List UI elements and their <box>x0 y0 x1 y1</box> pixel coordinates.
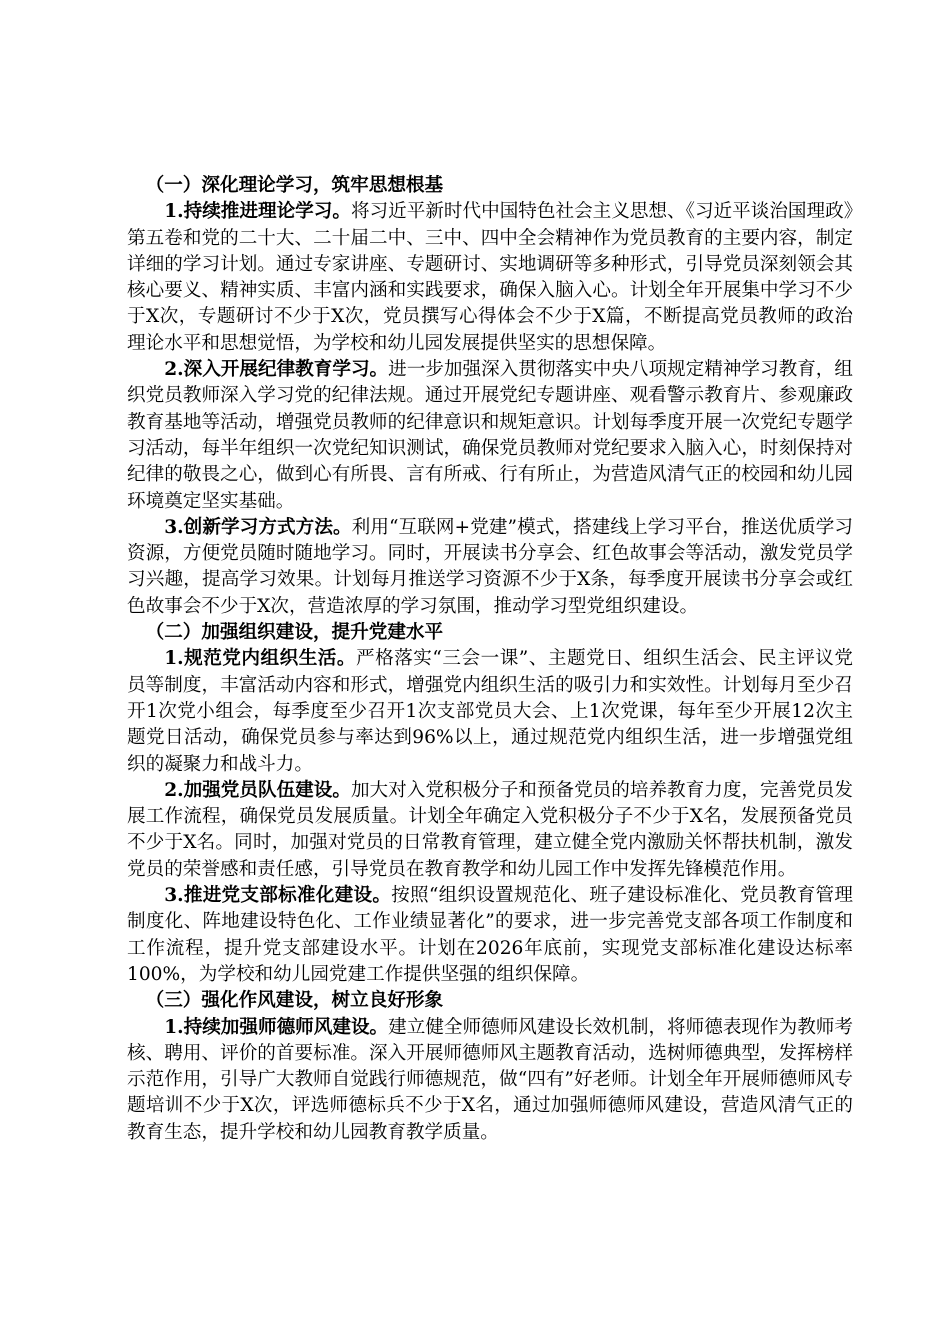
paragraph-lead: 3.创新学习方式方法。 <box>164 516 352 538</box>
paragraph-lead: 2.深入开展纪律教育学习。 <box>164 359 389 381</box>
paragraph <box>127 357 853 515</box>
paragraph-body: 严格落实“三会一课”、主题党日、组织生活会、民主评议党员等制度，丰富活动内容和形式，增强党内组织生活的吸引力和实效性。计划每月至少召开1次党小组会，每季度至少召开1次支部党员大会、上1次党课，每年至少开展12次主题党日活动，确保党员参与率达到96%以上，通过规范党内组织生活，进一步增强党组织的凝聚力和战斗力。 <box>127 648 853 775</box>
paragraph-body: 建立健全师德师风建设长效机制，将师德表现作为教师考核、聘用、评价的首要标准。深入开展师德师风主题教育活动，选树师德典型，发挥榜样示范作用，引导广大教师自觉践行师德规范，做“四有”好老师。计划全年开展师德师风专题培训不少于X次，评选师德标兵不少于X名，通过加强师德师风建设，营造风清气正的教育生态，提升学校和幼儿园教育教学质量。 <box>127 1016 853 1143</box>
section-heading: （二）加强组织建设，提升党建水平 <box>145 622 444 644</box>
paragraph-body: 加大对入党积极分子和预备党员的培养教育力度，完善党员发展工作流程，确保党员发展质量。计划全年确定入党积极分子不少于X名，发展预备党员不少于X名。同时，加强对党员的日常教育管理，建立健全党内激励关怀帮扶机制，激发党员的荣誉感和责任感，引导党员在教育教学和幼儿园工作中发挥先锋模范作用。 <box>127 779 853 880</box>
paragraph <box>127 883 853 988</box>
paragraph-body: 利用“互联网+党建”模式，搭建线上学习平台，推送优质学习资源，方便党员随时随地学习。同时，开展读书分享会、红色故事会等活动，激发党员学习兴趣，提高学习效果。计划每月推送学习资源不少于X条，每季度开展读书分享会或红色故事会不少于X次，营造浓厚的学习氛围，推动学习型党组织建设。 <box>127 516 853 617</box>
paragraph-lead: 1.规范党内组织生活。 <box>164 648 356 670</box>
paragraph <box>127 515 853 620</box>
document-page <box>127 173 853 1146</box>
paragraph-body: 进一步加强深入贯彻落实中央八项规定精神学习教育，组织党员教师深入学习党的纪律法规。通过开展党纪专题讲座、观看警示教育片、参观廉政教育基地等活动，增强党员教师的纪律意识和规矩意识。计划每季度开展一次党纪专题学习活动，每半年组织一次党纪知识测试，确保党员教师对党纪要求入脑入心，时刻保持对纪律的敬畏之心，做到心有所畏、言有所戒、行有所止，为营造风清气正的校园和幼儿园环境奠定坚实基础。 <box>127 359 853 512</box>
paragraph <box>127 778 853 883</box>
paragraph <box>127 1015 853 1146</box>
section-heading: （一）深化理论学习，筑牢思想根基 <box>145 175 444 196</box>
paragraph-lead: 1.持续推进理论学习。 <box>164 201 351 223</box>
paragraph <box>127 646 853 777</box>
section-heading: （三）强化作风建设，树立良好形象 <box>145 990 444 1012</box>
paragraph-body: 按照“组织设置规范化、班子建设标准化、党员教育管理制度化、阵地建设特色化、工作业绩显著化”的要求，进一步完善党支部各项工作制度和工作流程，提升党支部建设水平。计划在2026年底前，实现党支部标准化建设达标率100%，为学校和幼儿园党建工作提供坚强的组织保障。 <box>127 885 853 985</box>
paragraph-body: 将习近平新时代中国特色社会主义思想、《习近平谈治国理政》第五卷和党的二十大、二十届二中、三中、四中全会精神作为党员教育的主要内容，制定详细的学习计划。通过专家讲座、专题研讨、实地调研等多种形式，引导党员深刻领会其核心要义、精神实质、丰富内涵和实践要求，确保入脑入心。计划全年开展集中学习不少于X次，专题研讨不少于X次，党员撰写心得体会不少于X篇，不断提高党员教师的政治理论水平和思想觉悟，为学校和幼儿园发展提供坚实的思想保障。 <box>127 201 853 354</box>
paragraph-lead: 2.加强党员队伍建设。 <box>164 779 351 801</box>
paragraph-lead: 3.推进党支部标准化建设。 <box>164 885 392 907</box>
paragraph <box>127 199 853 357</box>
paragraph-lead: 1.持续加强师德师风建设。 <box>164 1016 389 1038</box>
